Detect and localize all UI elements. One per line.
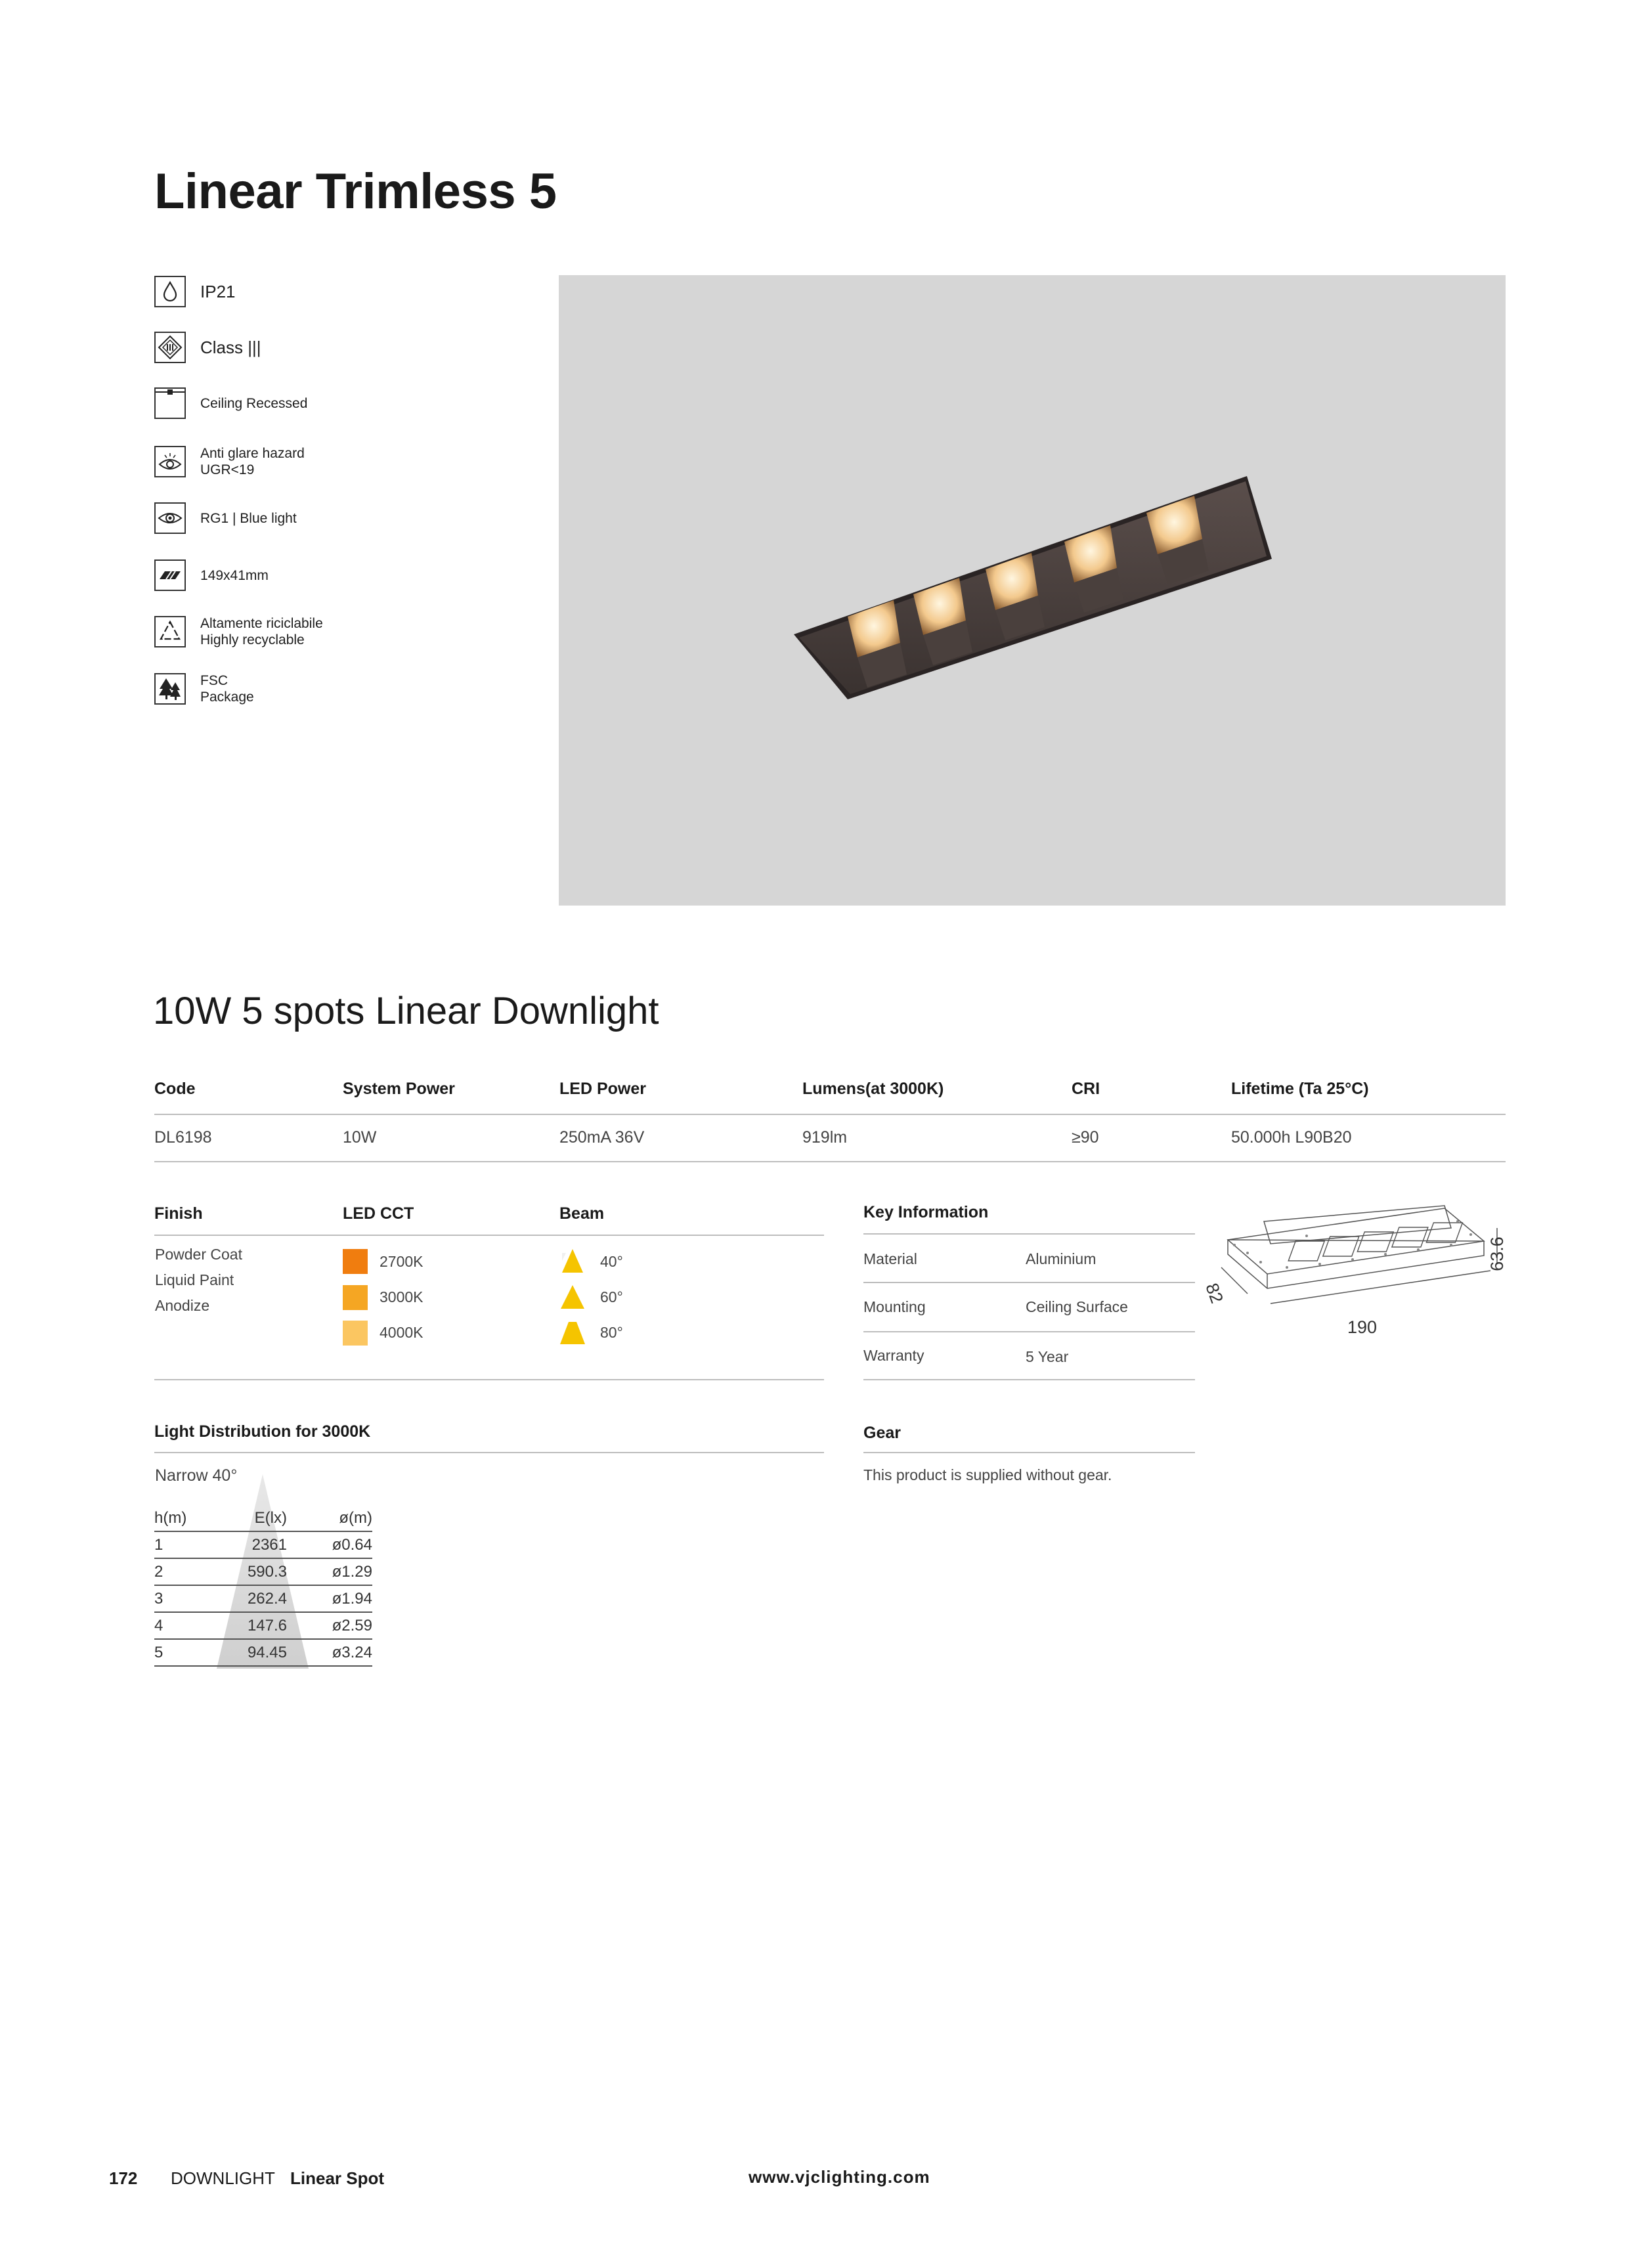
key-info-key: Warranty bbox=[863, 1347, 924, 1364]
cct-swatch-4000k bbox=[343, 1321, 368, 1346]
divider bbox=[154, 1161, 1506, 1162]
spec-value: 10W bbox=[343, 1128, 377, 1147]
spec-value: ≥90 bbox=[1072, 1128, 1099, 1147]
beam-value: 60° bbox=[600, 1288, 623, 1305]
column-header: E(lx) bbox=[254, 1509, 287, 1527]
finish-label: Finish bbox=[154, 1204, 203, 1223]
beam-80-icon bbox=[559, 1319, 586, 1346]
footer-section: DOWNLIGHT bbox=[171, 2168, 275, 2188]
feature-blue-light: RG1 | Blue light bbox=[154, 500, 297, 536]
dimension-height: 63.6 bbox=[1487, 1237, 1507, 1271]
table-row: 4 147.6 ø2.59 bbox=[154, 1611, 372, 1640]
beam-label: Beam bbox=[559, 1204, 605, 1223]
divider bbox=[863, 1282, 1195, 1283]
beam-60-icon bbox=[559, 1284, 586, 1310]
dimension-width: 190 bbox=[1347, 1317, 1378, 1337]
finish-item: Powder Coat bbox=[155, 1246, 242, 1263]
divider bbox=[154, 1379, 824, 1380]
cct-swatch-3000k bbox=[343, 1285, 368, 1310]
divider bbox=[154, 1235, 824, 1236]
column-header: h(m) bbox=[154, 1509, 187, 1527]
divider bbox=[863, 1452, 1195, 1453]
light-distribution-label: Light Distribution for 3000K bbox=[154, 1422, 371, 1441]
key-info-value: 5 Year bbox=[1026, 1348, 1069, 1365]
product-image bbox=[559, 275, 1506, 906]
feature-class: Class ||| bbox=[154, 330, 261, 365]
table-row: 3 262.4 ø1.94 bbox=[154, 1585, 372, 1613]
beam-value: 40° bbox=[600, 1253, 623, 1270]
cct-value: 2700K bbox=[380, 1253, 424, 1270]
product-subtitle: 10W 5 spots Linear Downlight bbox=[153, 990, 659, 1032]
fsc-tree-icon bbox=[154, 673, 186, 705]
cct-value: 3000K bbox=[380, 1288, 424, 1305]
recycle-icon bbox=[154, 616, 186, 647]
key-info-value: Aluminium bbox=[1026, 1250, 1097, 1267]
spec-value: 919lm bbox=[802, 1128, 848, 1147]
cct-swatch-2700k bbox=[343, 1249, 368, 1274]
key-info-key: Mounting bbox=[863, 1298, 926, 1315]
anti-glare-eye-icon bbox=[154, 446, 186, 477]
gear-text: This product is supplied without gear. bbox=[863, 1466, 1112, 1483]
feature-recyclable: Altamente riciclabile Highly recyclable bbox=[154, 614, 323, 649]
spec-value: 50.000h L90B20 bbox=[1231, 1128, 1352, 1147]
feature-dimension: 149x41mm bbox=[154, 558, 269, 593]
divider bbox=[863, 1331, 1195, 1332]
divider bbox=[863, 1379, 1195, 1380]
website-link[interactable]: www.vjclighting.com bbox=[749, 2167, 930, 2187]
spec-header: System Power bbox=[343, 1080, 455, 1098]
feature-fsc: FSC Package bbox=[154, 671, 254, 707]
page-number: 172 bbox=[109, 2168, 138, 2188]
water-drop-icon bbox=[154, 276, 186, 307]
feature-anti-glare: Anti glare hazard UGR<19 bbox=[154, 444, 305, 479]
ceiling-recessed-icon bbox=[154, 387, 186, 419]
key-info-key: Material bbox=[863, 1250, 917, 1267]
table-row: 2 590.3 ø1.29 bbox=[154, 1558, 372, 1586]
cct-value: 4000K bbox=[380, 1324, 424, 1341]
feature-ip-rating: IP21 bbox=[154, 274, 236, 309]
dimension-icon bbox=[154, 559, 186, 591]
spec-value: 250mA 36V bbox=[559, 1128, 645, 1147]
distribution-header-row bbox=[154, 1504, 372, 1532]
finish-item: Liquid Paint bbox=[155, 1271, 234, 1288]
page-title: Linear Trimless 5 bbox=[154, 164, 557, 219]
beam-value: 80° bbox=[600, 1324, 623, 1341]
class-iii-icon bbox=[154, 332, 186, 363]
spec-header: Lumens(at 3000K) bbox=[802, 1080, 944, 1098]
spec-header: Lifetime (Ta 25°C) bbox=[1231, 1080, 1369, 1098]
spec-header: LED Power bbox=[559, 1080, 646, 1098]
eye-icon bbox=[154, 502, 186, 534]
spec-value: DL6198 bbox=[154, 1128, 212, 1147]
table-row: 5 94.45 ø3.24 bbox=[154, 1638, 372, 1667]
beam-40-icon bbox=[559, 1248, 586, 1274]
divider bbox=[154, 1114, 1506, 1115]
feature-mounting: Ceiling Recessed bbox=[154, 385, 307, 421]
dimension-depth: 82 bbox=[1202, 1281, 1227, 1306]
finish-item: Anodize bbox=[155, 1297, 210, 1314]
key-info-label: Key Information bbox=[863, 1203, 989, 1221]
column-header: ø(m) bbox=[339, 1509, 372, 1527]
key-info-value: Ceiling Surface bbox=[1026, 1298, 1128, 1315]
divider bbox=[863, 1233, 1195, 1235]
cct-label: LED CCT bbox=[343, 1204, 414, 1223]
beam-type: Narrow 40° bbox=[155, 1466, 238, 1485]
gear-label: Gear bbox=[863, 1424, 901, 1442]
divider bbox=[154, 1452, 824, 1453]
footer-subsection: Linear Spot bbox=[290, 2168, 385, 2188]
spec-header: CRI bbox=[1072, 1080, 1100, 1098]
spec-header: Code bbox=[154, 1080, 196, 1098]
dimension-drawing bbox=[1202, 1202, 1510, 1346]
table-row: 1 2361 ø0.64 bbox=[154, 1531, 372, 1559]
